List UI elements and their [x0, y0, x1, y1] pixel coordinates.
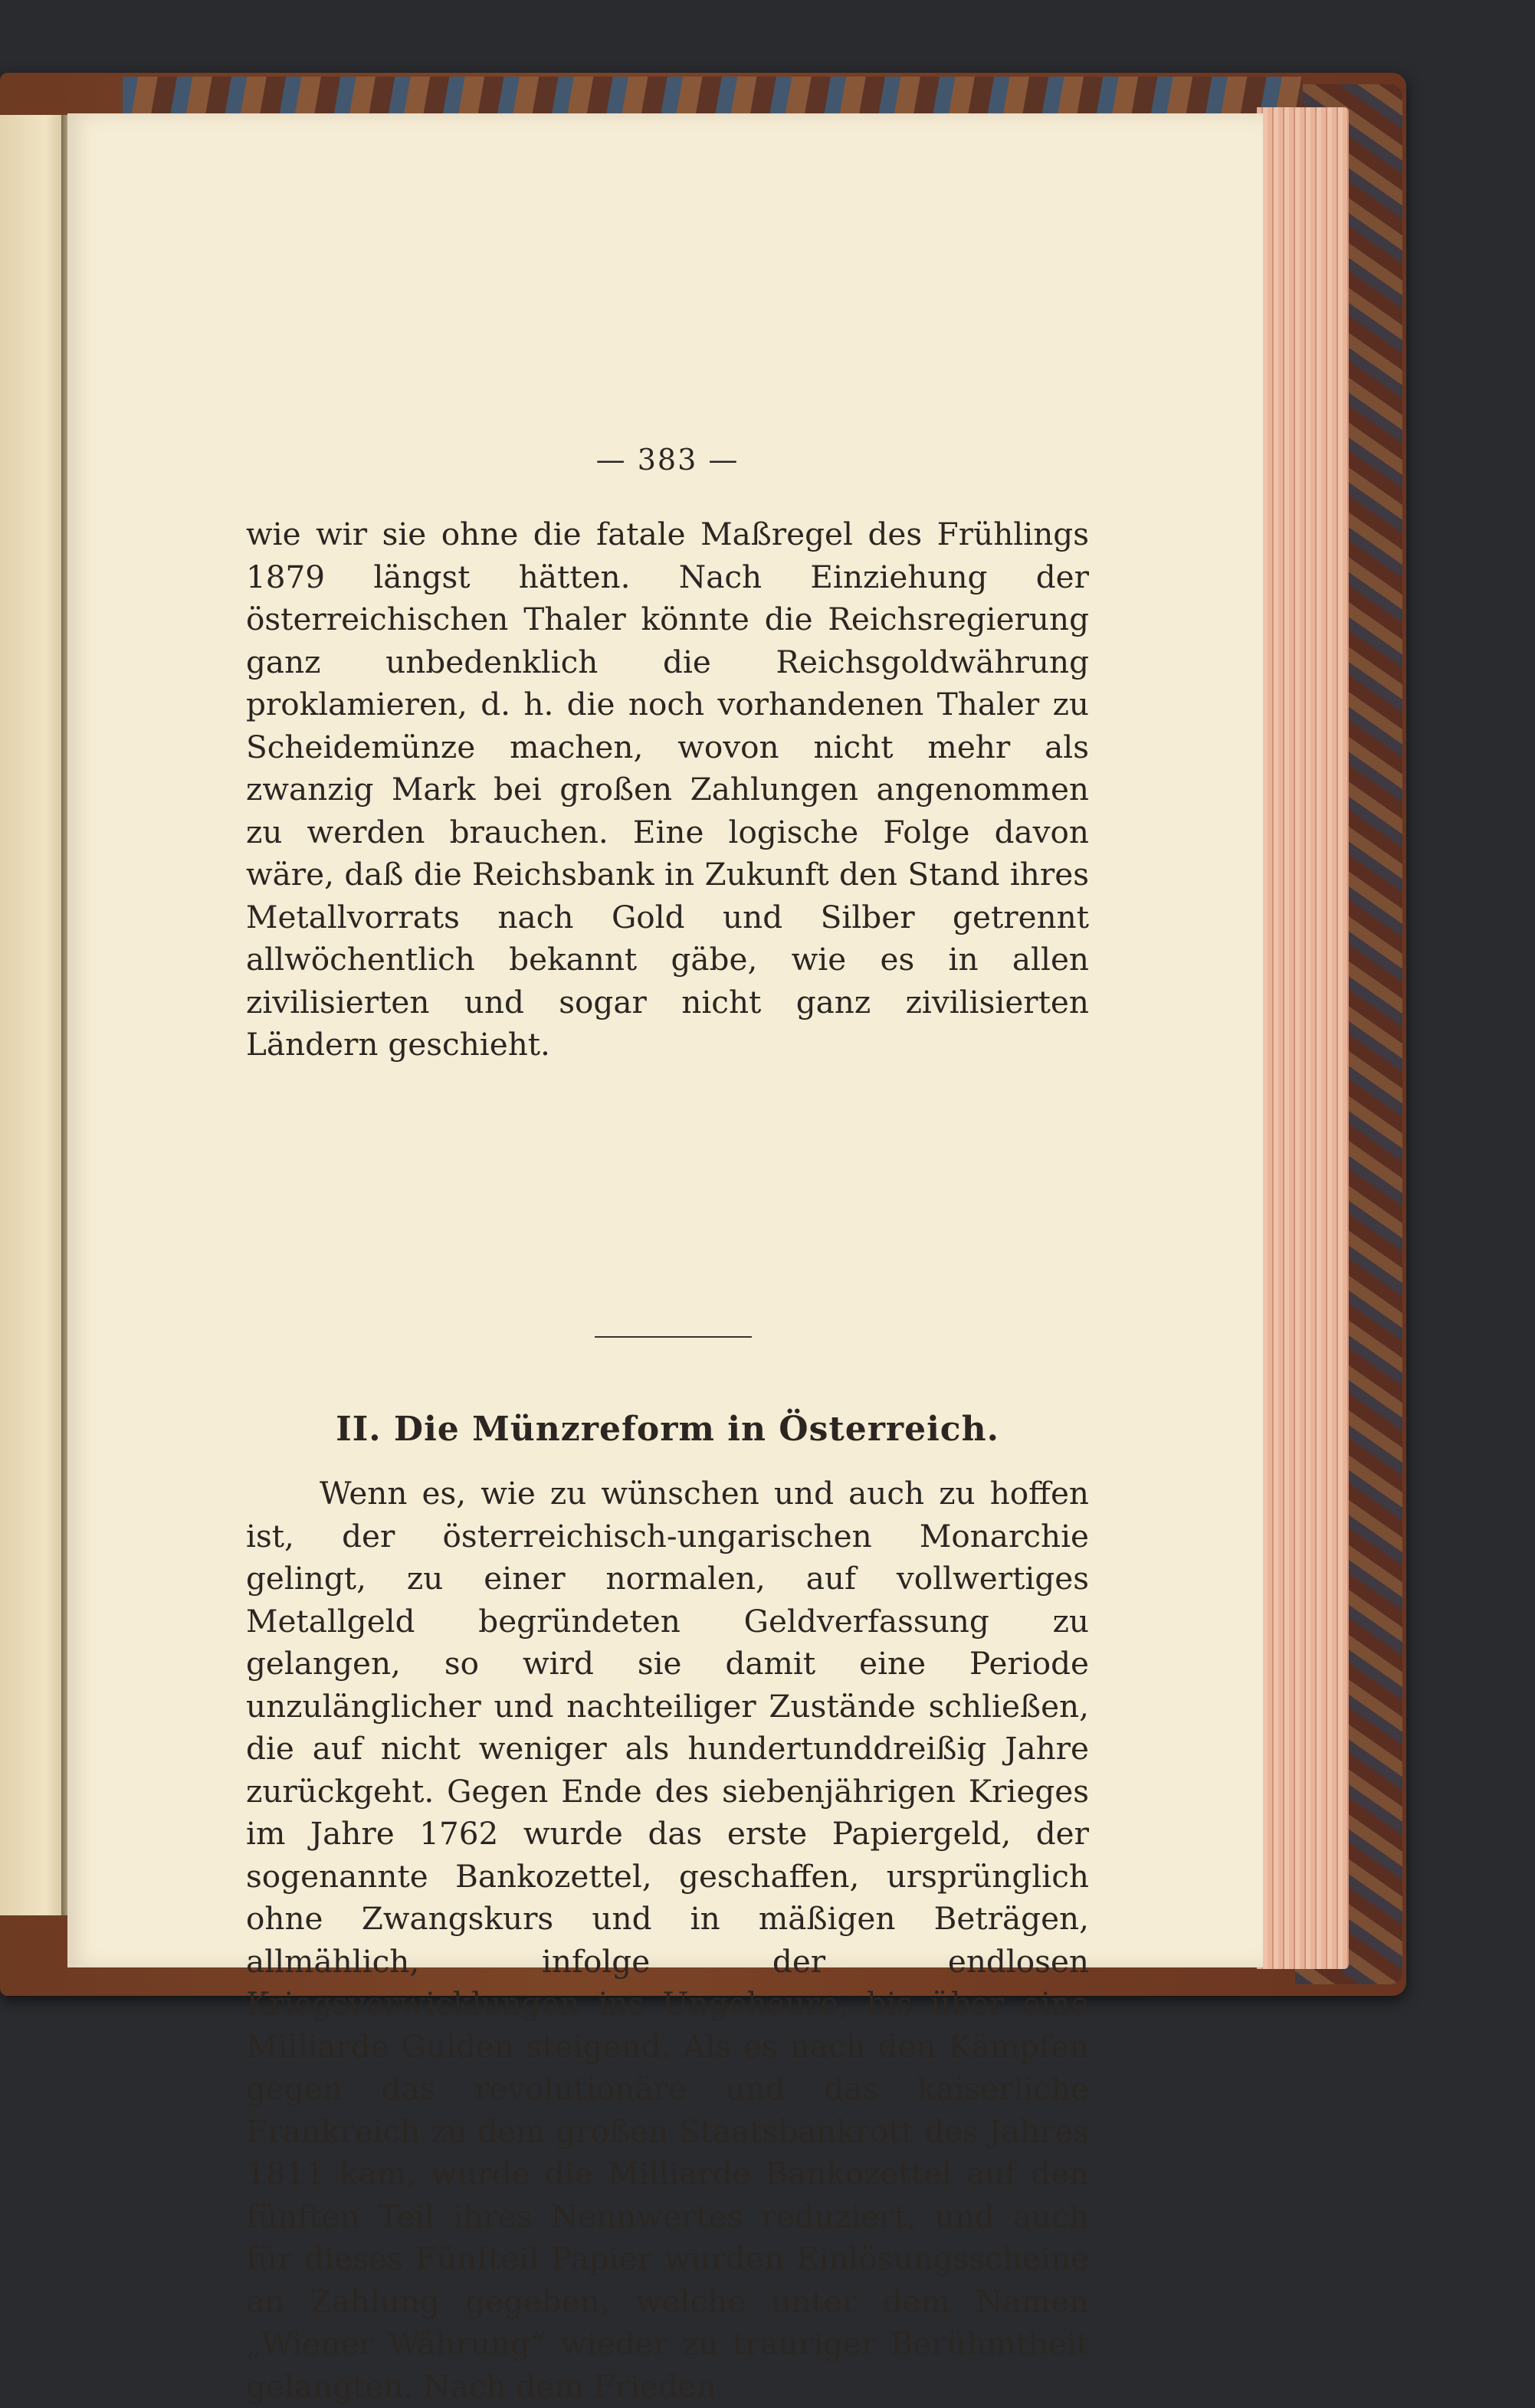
page-number: — 383 —: [595, 443, 740, 477]
paragraph-continued: wie wir sie ohne die fatale Maßregel des Frühlings 1879 längst hätten. Nach Einziehung der österreichischen Thaler könnte die Reichsregierung ganz unbedenklich die Reichsgoldwährung proklamieren, d. h. die noch vorhandenen Thaler zu Scheidemünze machen, wovon nicht mehr als zwanzig Mark bei großen Zahlungen angenommen zu werden brauchen. Eine logische Folge davon wäre, daß die Reichsbank in Zukunft den Stand ihres Metallvorrats nach Gold und Silber getrennt allwöchentlich bekannt gäbe, wie es in allen zivilisierten und sogar nicht ganz zivilisierten Ländern geschieht.: [246, 516, 1089, 1063]
marbled-top-edge: [123, 77, 1303, 115]
paragraph-section-start: Wenn es, wie zu wünschen und auch zu hoffen ist, der österreichisch-ungarischen Monarchie gelingt, zu einer normalen, auf vollwertiges Metallgeld begründeten Geldverfassung zu gelangen, so wird sie damit eine Periode unzulänglicher und nachteiliger Zustände schließen, die auf nicht weniger als hundertunddreißig Jahre zurückgeht. Gegen Ende des siebenjährigen Krieges im Jahre 1762 wurde das erste Papiergeld, der sogenannte Bankozettel, geschaffen, ursprünglich ohne Zwangskurs und in mäßigen Beträgen, allmählich, infolge der endlosen Kriegsverwicklungen ins Ungeheure, bis über eine Milliarde Gulden steigend. Als es nach den Kämpfen gegen das revolutionäre und das kaiserliche Frankreich zu dem großen Staatsbankrott des Jahres 1811 kam, wurde die Milliarde Bankozettel auf den fünften Teil ihres Nennwertes reduziert, und auch für dieses Fünfteil Papier wurden Einlösungsscheine an Zahlung gegeben, welche unter dem Namen „Wiener Währung“ wieder zu trauriger Berühmtheit gelangten. Nach dem Frieden: [246, 1475, 1089, 2405]
facing-page-edge: [0, 115, 65, 1915]
section-heading: II. Die Münzreform in Österreich.: [336, 1410, 999, 1449]
book-page: [67, 113, 1263, 2405]
page-edges: [1257, 107, 1349, 1969]
section-divider: [595, 1336, 752, 1338]
